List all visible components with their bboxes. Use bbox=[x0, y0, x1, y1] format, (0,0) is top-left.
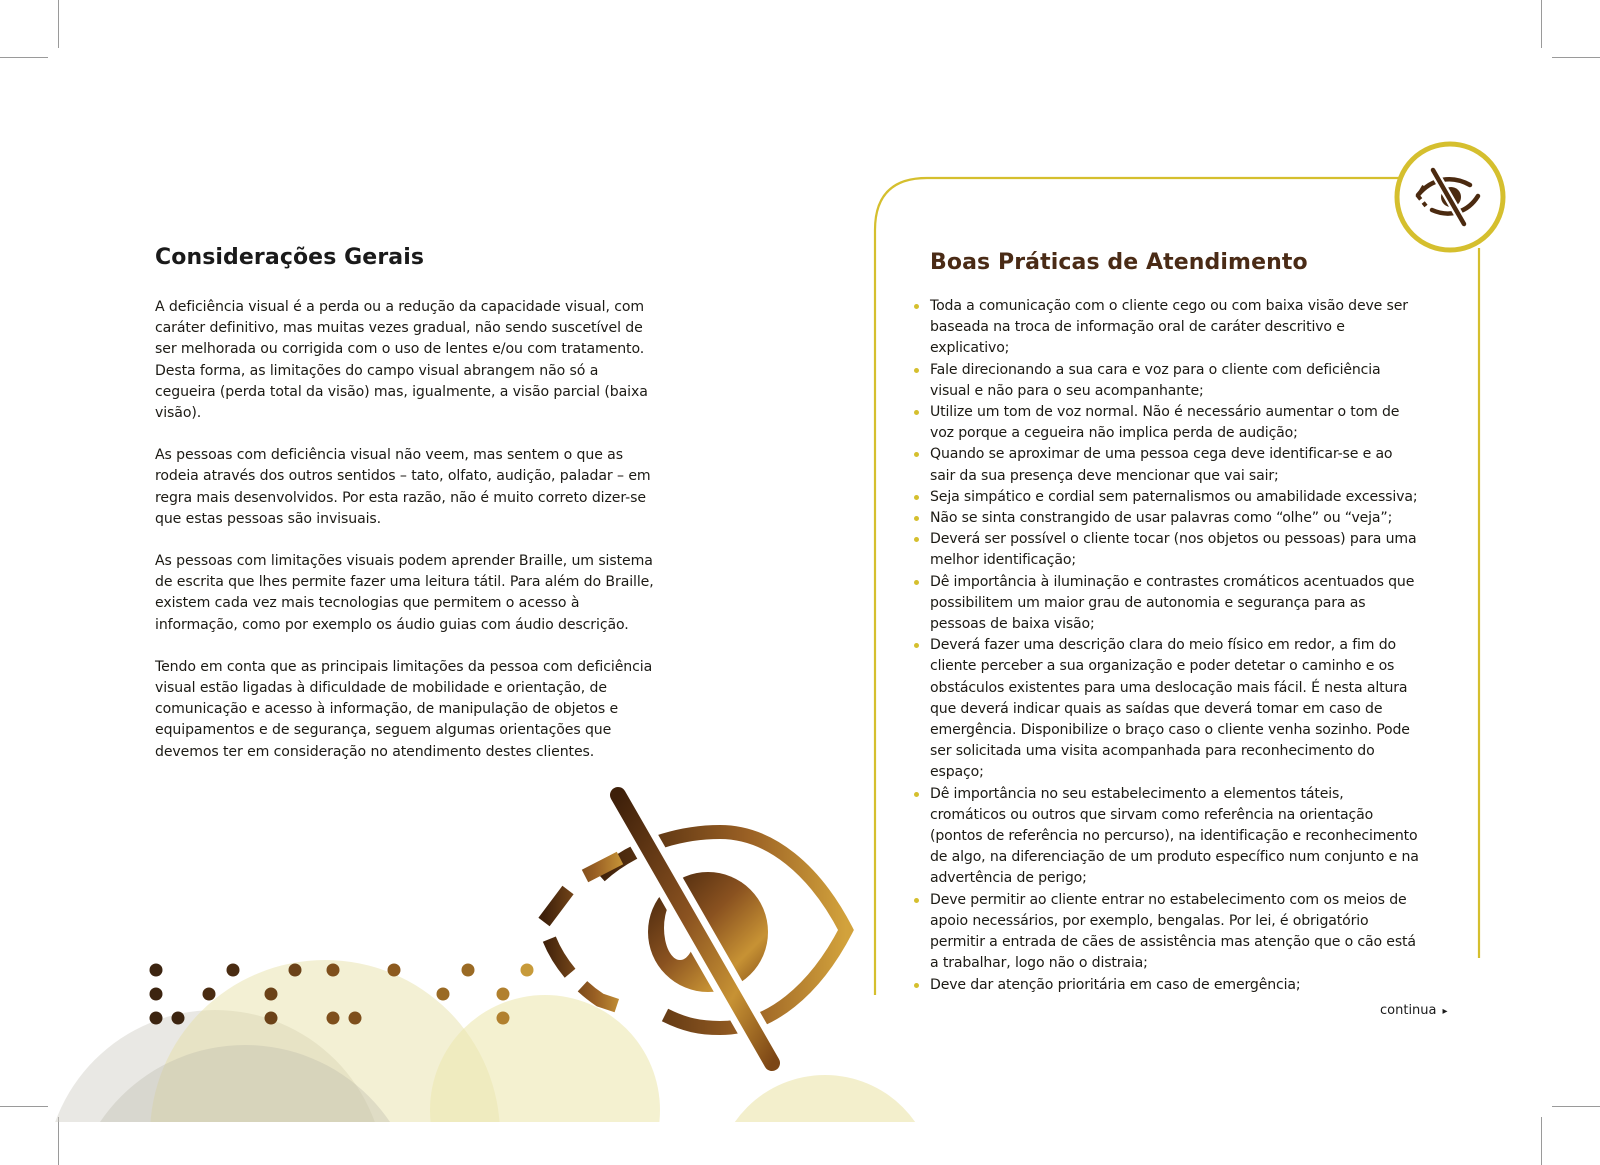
list-item: Dê importância à iluminação e contrastes cromáticos acentuados que possibilitem um maior grau de autonomia e segurança para as pessoas de baixa visão; bbox=[930, 572, 1420, 636]
list-item: Deverá ser possível o cliente tocar (nos objetos ou pessoas) para uma melhor identificação; bbox=[930, 529, 1420, 571]
bullet-icon bbox=[914, 898, 919, 903]
continue-link[interactable] bbox=[1380, 1003, 1448, 1018]
list-item: Toda a comunicação com o cliente cego ou com baixa visão deve ser baseada na troca de informação oral de caráter descritivo e explicativo; bbox=[930, 296, 1420, 360]
good-practices-section bbox=[930, 250, 1420, 996]
list-item: Quando se aproximar de uma pessoa cega deve identificar-se e ao sair da sua presença deve mencionar que vai sair; bbox=[930, 444, 1420, 486]
list-item: Fale direcionando a sua cara e voz para o cliente com deficiência visual e não para o seu acompanhante; bbox=[930, 360, 1420, 402]
paragraph: Tendo em conta que as principais limitações da pessoa com deficiência visual estão ligadas à dificuldade de mobilidade e orientação, de comunicação e acesso à informação, de manipulação de objetos e equipamentos e de segurança, seguem algumas orientações que devemos ter em consideração no atendimento destes clientes. bbox=[155, 658, 653, 760]
section-title-left: Considerações Gerais bbox=[155, 245, 425, 270]
general-considerations-section bbox=[155, 245, 655, 784]
list-item: Não se sinta constrangido de usar palavras como “olhe” ou “veja”; bbox=[930, 508, 1420, 529]
paragraph: As pessoas com limitações visuais podem aprender Braille, um sistema de escrita que lhes permite fazer uma leitura tátil. Para além do Braille, existem cada vez mais tecnologias que permitem o acesso à informação, como por exemplo os áudio guias com áudio descrição. bbox=[155, 553, 654, 633]
bullet-icon bbox=[914, 983, 919, 988]
bullet-icon bbox=[914, 516, 919, 521]
bullet-icon bbox=[914, 495, 919, 500]
bullet-icon bbox=[914, 580, 919, 585]
list-item: Deve dar atenção prioritária em caso de emergência; bbox=[930, 975, 1420, 996]
section-title-right: Boas Práticas de Atendimento bbox=[930, 250, 1308, 275]
paragraph: A deficiência visual é a perda ou a redução da capacidade visual, com caráter definitivo, mas muitas vezes gradual, não sendo suscetível de ser melhorada ou corrigida com o uso de lentes e/ou com tratamento. Desta forma, as limitações do campo visual abrangem não só a cegueira (perda total da visão) mas, igualmente, a visão parcial (baixa visão). bbox=[155, 299, 648, 422]
list-item: Deverá fazer uma descrição clara do meio físico em redor, a fim do cliente perceber a sua organização e poder detetar o caminho e os obstáculos existentes para uma deslocação mais fácil. É nesta altura que deverá indicar quais as saídas que deverá tomar em caso de emergência. Disponibilize o braço caso o cliente venha sozinho. Pode ser solicitada uma visita acompanhada para reconhecimento do espaço; bbox=[930, 635, 1420, 783]
arrow-right-icon: ▸ bbox=[1442, 1006, 1448, 1017]
continue-label: continua bbox=[1380, 1003, 1437, 1018]
eye-slash-icon bbox=[1397, 144, 1503, 250]
list-item: Dê importância no seu estabelecimento a elementos táteis, cromáticos ou outros que sirvam como referência na orientação (pontos de referência no percurso), na identificação e reconhecimento de algo, na diferenciação de um produto específico num conjunto e na advertência de perigo; bbox=[930, 784, 1420, 890]
list-item: Seja simpático e cordial sem paternalismos ou amabilidade excessiva; bbox=[930, 487, 1420, 508]
list-item: Utilize um tom de voz normal. Não é necessário aumentar o tom de voz porque a cegueira não implica perda de audição; bbox=[930, 402, 1420, 444]
bullet-icon bbox=[914, 792, 919, 797]
bullet-icon bbox=[914, 410, 919, 415]
bullet-icon bbox=[914, 368, 919, 373]
paragraph: As pessoas com deficiência visual não veem, mas sentem o que as rodeia através dos outros sentidos – tato, olfato, audição, paladar – em regra mais desenvolvidos. Por esta razão, não é muito correto dizer-se que estas pessoas são invisuais. bbox=[155, 447, 651, 527]
bullet-icon bbox=[914, 304, 919, 309]
practices-list bbox=[930, 296, 1420, 996]
list-item: Deve permitir ao cliente entrar no estabelecimento com os meios de apoio necessários, por exemplo, bengalas. Por lei, é obrigatório permitir a entrada de cães de assistência mas atenção que o cão está a trabalhar, logo não o distraia; bbox=[930, 890, 1420, 975]
